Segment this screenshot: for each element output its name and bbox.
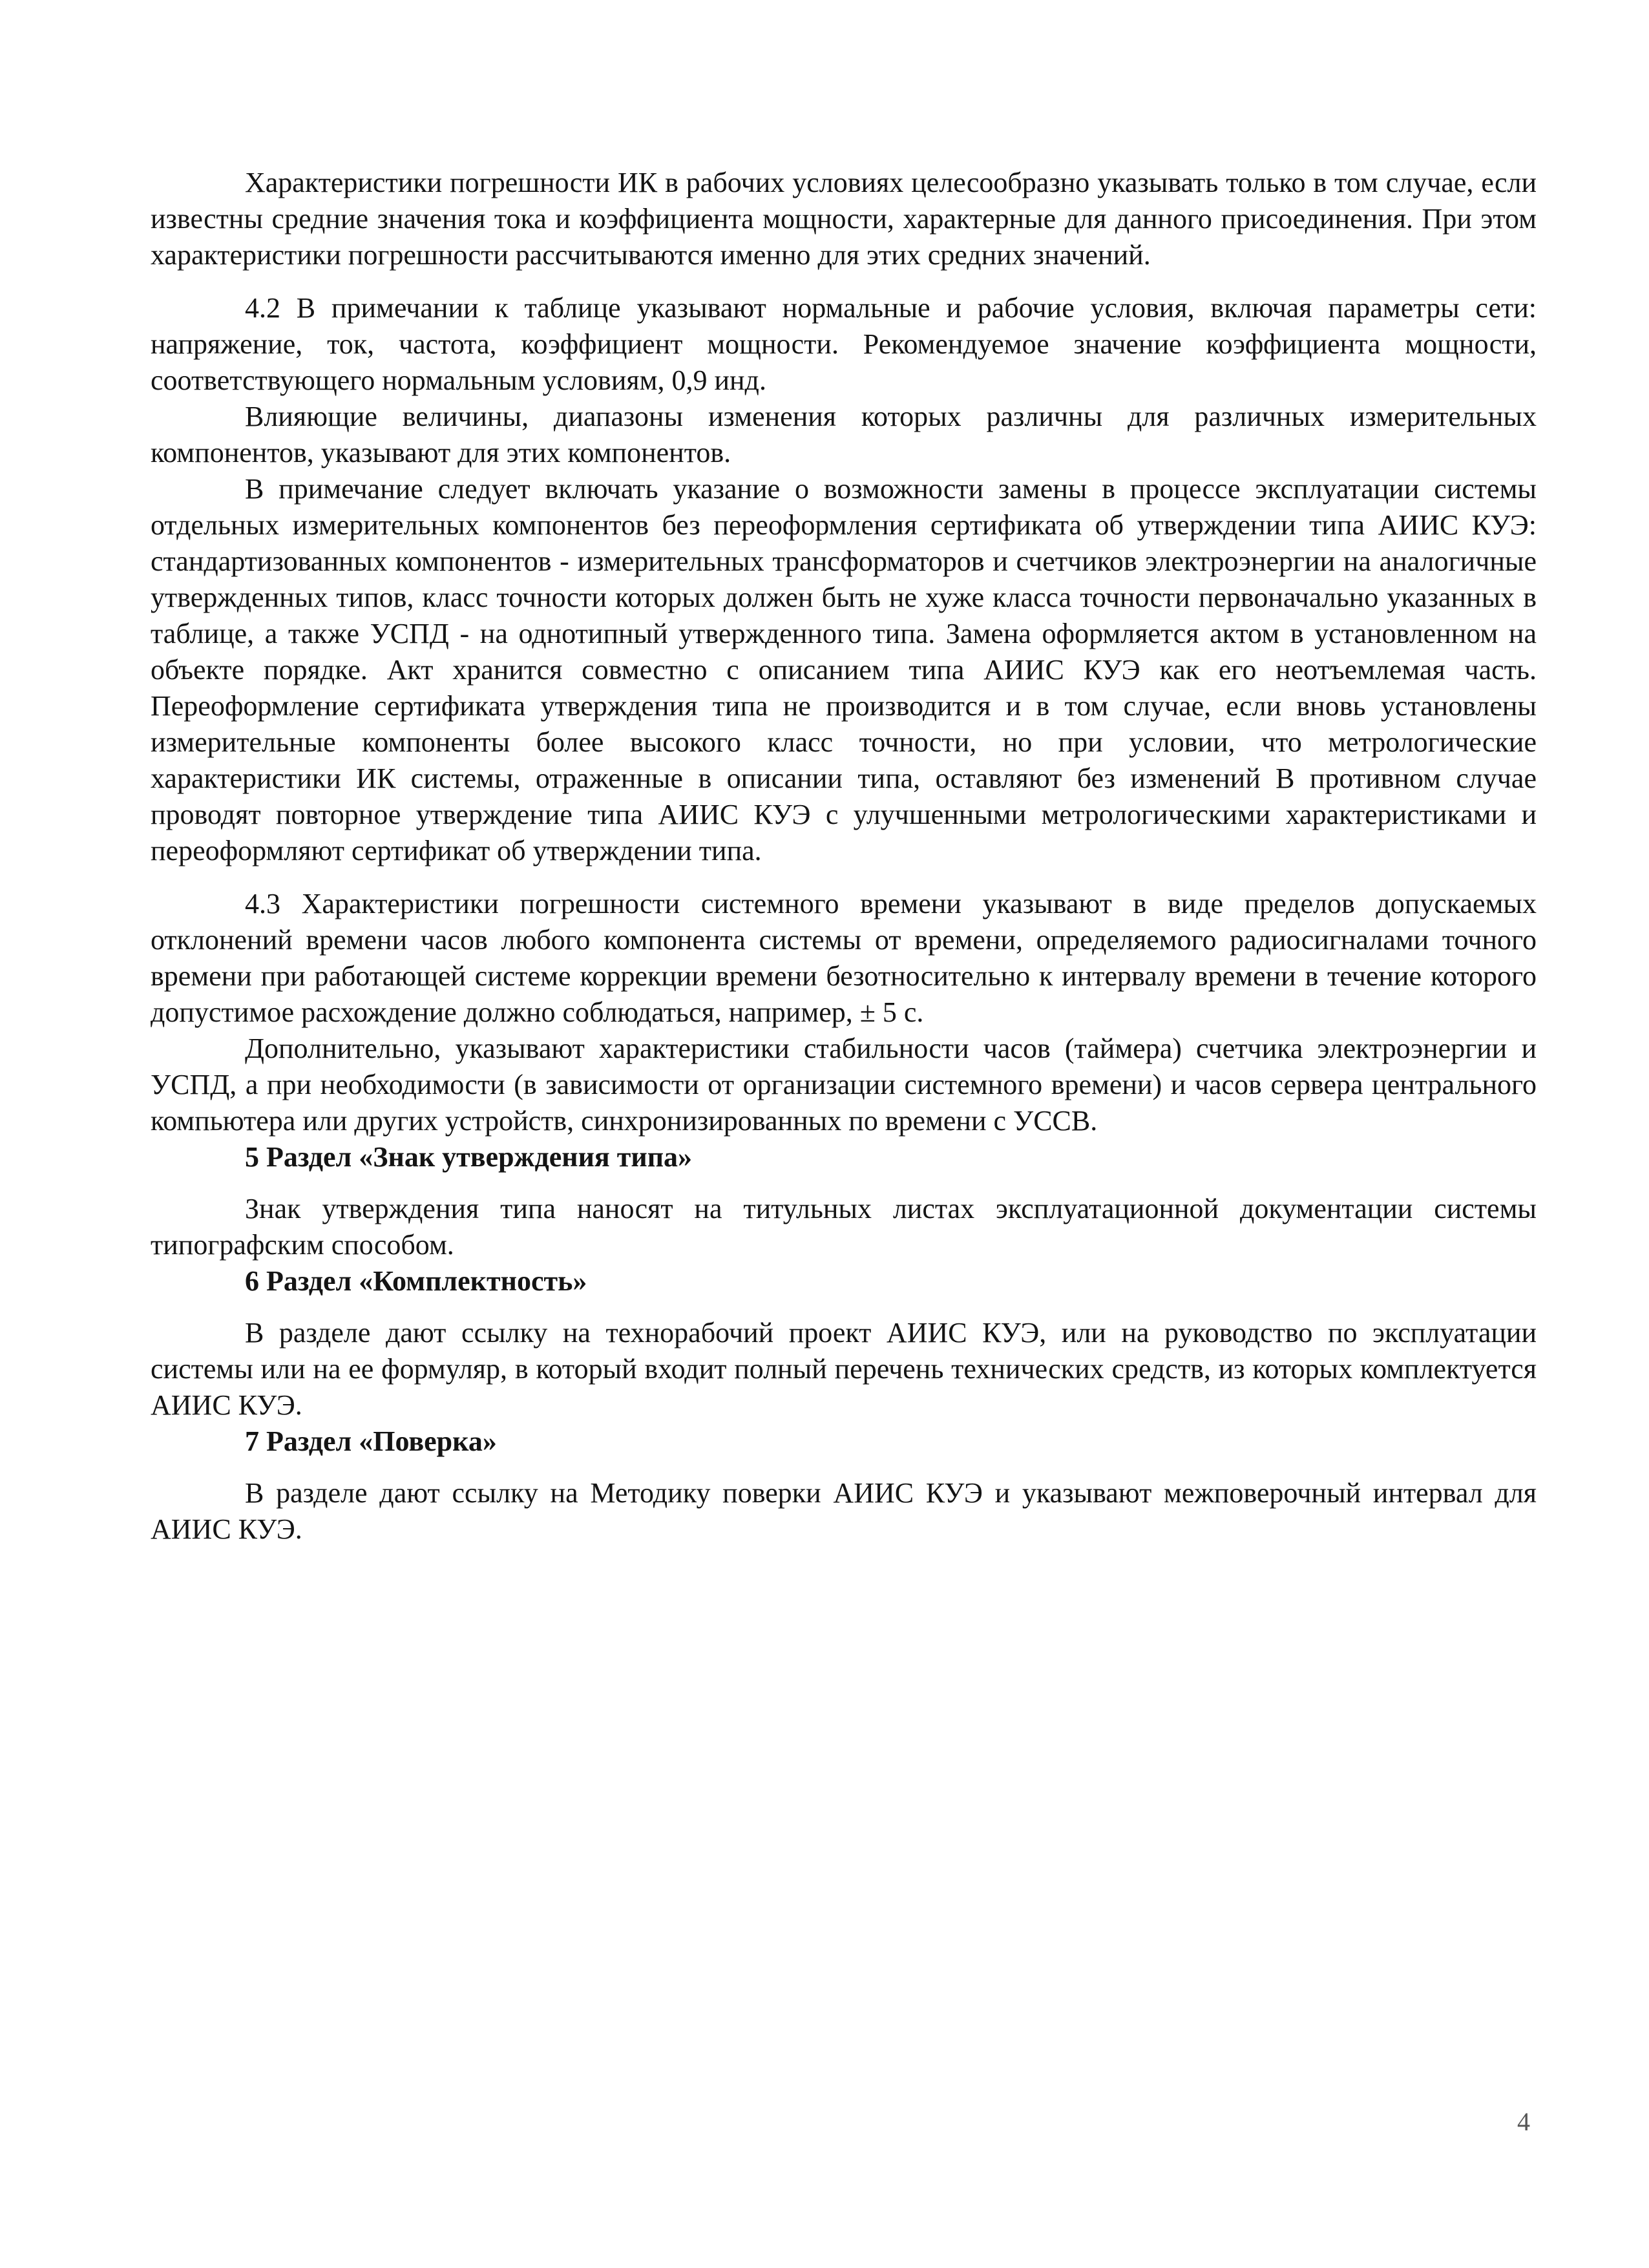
- section-heading-completeness: 6 Раздел «Комплектность»: [245, 1265, 587, 1297]
- paragraph-completeness: В разделе дают ссылку на технорабочий проект АИИС КУЭ, или на руководство по эксплуатации системы или на ее формуляр, в который входит полный перечень технических средств, из которых комплектуется АИИС КУЭ.: [151, 1317, 1537, 1421]
- paragraph-4-2-table-note: 4.2 В примечании к таблице указывают нормальные и рабочие условия, включая параметры сети: напряжение, ток, частота, коэффициент мощности. Рекомендуемое значение коэффициента мощности, соответствующего нормальным условиям, 0,9 инд.: [151, 292, 1537, 396]
- paragraph-approval-mark: Знак утверждения типа наносят на титульных листах эксплуатационной документации системы типографским способом.: [151, 1193, 1537, 1261]
- paragraph-clock-stability: Дополнительно, указывают характеристики стабильности часов (таймера) счетчика электроэнергии и УСПД, а при необходимости (в зависимости от организации системного времени) и часов сервера центрального компьютера или других устройств, синхронизированных по времени с УССВ.: [151, 1033, 1537, 1137]
- document-body: [151, 165, 1537, 1548]
- section-heading-approval-mark: 5 Раздел «Знак утверждения типа»: [245, 1141, 693, 1173]
- section-heading-verification: 7 Раздел «Поверка»: [245, 1425, 497, 1457]
- paragraph-verification: В разделе дают ссылку на Методику поверки АИИС КУЭ и указывают межповерочный интервал для АИИС КУЭ.: [151, 1477, 1537, 1545]
- paragraph-4-3-system-time: 4.3 Характеристики погрешности системного времени указывают в виде пределов допускаемых отклонений времени часов любого компонента системы от времени, определяемого радиосигналами точного времени при работающей системе коррекции времени безотносительно к интервалу времени в течение которого допустимое расхождение должно соблюдаться, например, ± 5 с.: [151, 888, 1537, 1028]
- page-number: 4: [1517, 2107, 1530, 2136]
- paragraph-component-replacement: В примечание следует включать указание о возможности замены в процессе эксплуатации системы отдельных измерительных компонентов без переоформления сертификата об утверждении типа АИИС КУЭ: стандартизованных компонентов - измерительных трансформаторов и счетчиков электроэнергии на аналогичные утвержденных типов, класс точности которых должен быть не хуже класса точности первоначально указанных в таблице, а также УСПД - на однотипный утвержденного типа. Замена оформляется актом в установленном на объекте порядке. Акт хранится совместно с описанием типа АИИС КУЭ как его неотъемлемая часть. Переоформление сертификата утверждения типа не производится и в том случае, если вновь установлены измерительные компоненты более высокого класс точности, но при условии, что метрологические характеристики ИК системы, отраженные в описании типа, оставляют без изменений В противном случае проводят повторное утверждение типа АИИС КУЭ с улучшенными метрологическими характеристиками и переоформляют сертификат об утверждении типа.: [151, 473, 1537, 866]
- paragraph-error-characteristics: Характеристики погрешности ИК в рабочих условиях целесообразно указывать только в том случае, если известны средние значения тока и коэффициента мощности, характерные для данного присоединения. При этом характеристики погрешности рассчитываются именно для этих средних значений.: [151, 167, 1537, 271]
- paragraph-influencing-quantities: Влияющие величины, диапазоны изменения которых различны для различных измерительных компонентов, указывают для этих компонентов.: [151, 401, 1537, 468]
